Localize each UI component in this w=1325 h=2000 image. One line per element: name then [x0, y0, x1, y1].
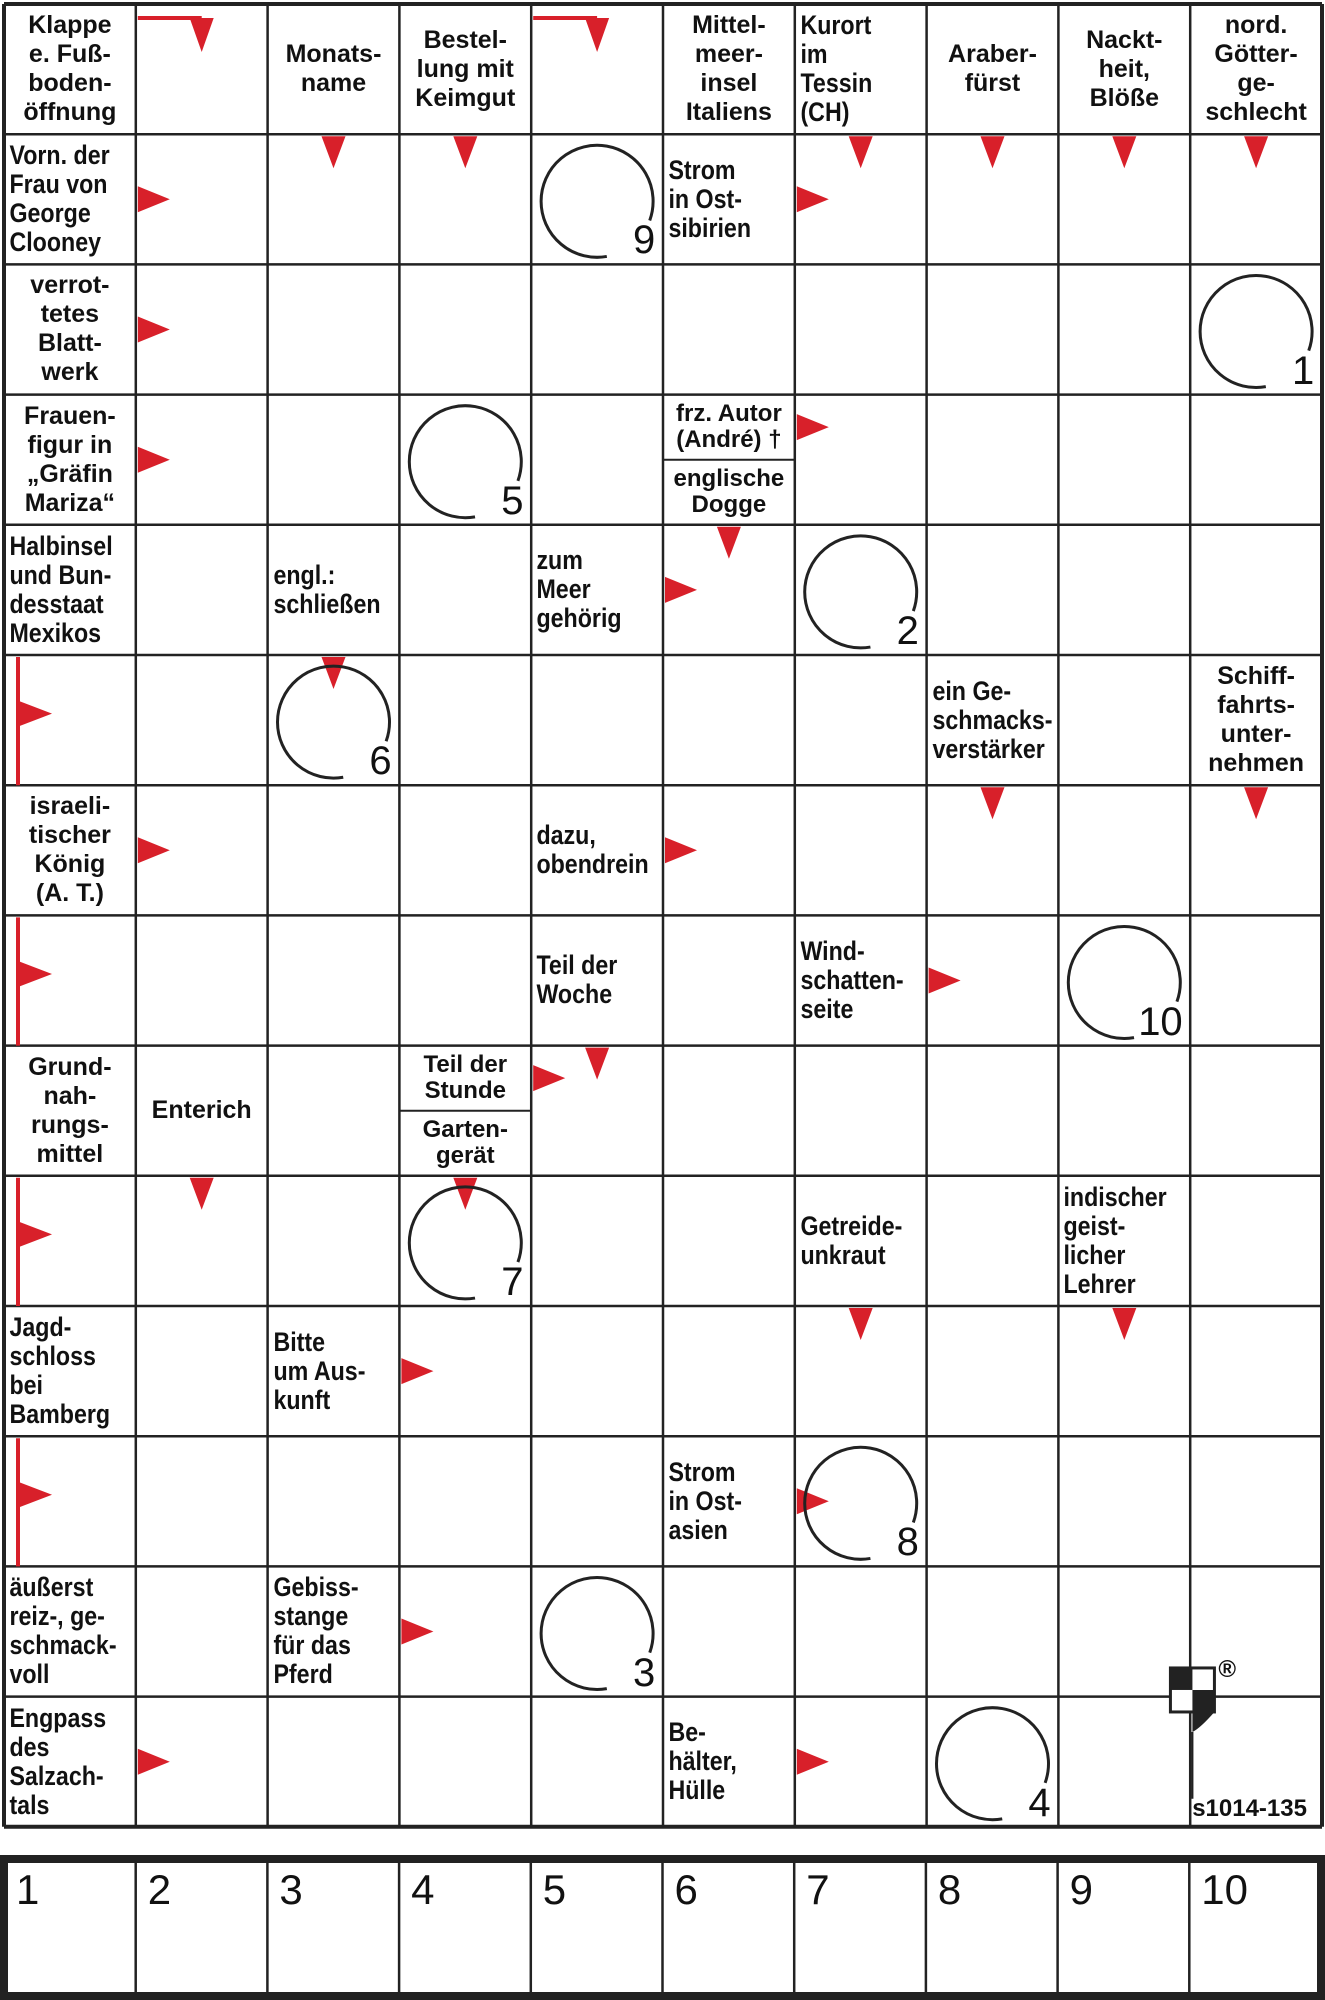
clue-c69	[797, 1176, 925, 1306]
clue-c95	[1192, 655, 1320, 785]
clue-c18	[138, 1046, 266, 1176]
circle-number: 1	[1292, 348, 1315, 393]
circle-number: 9	[633, 218, 656, 263]
solution-cell-number: 6	[674, 1866, 698, 1913]
clue-text: Frauen- figur in „Gräfin Mariza“	[24, 401, 116, 517]
clue-text: Schiff- fahrts- unter- nehmen	[1208, 662, 1305, 778]
clue-text: zum Meer gehörig	[536, 545, 622, 634]
clue-c47	[533, 915, 661, 1045]
clue-text: indischer geist- licher Lehrer	[1063, 1181, 1168, 1299]
clue-text: Wind- schatten- seite	[800, 935, 904, 1024]
clue-text: israeli- tischer König (A. T.)	[28, 792, 111, 908]
clue-text: Monats- name	[285, 40, 382, 98]
clue-c51	[665, 134, 793, 264]
solution-cell-number: 10	[1201, 1866, 1249, 1913]
circle-number: 4	[1028, 1780, 1051, 1825]
solution-cell-number: 2	[147, 1866, 172, 1913]
solution-cell-number: 7	[806, 1866, 830, 1913]
clue-text: Grund- nah- rungs- mittel	[28, 1052, 112, 1168]
clue-c53a	[665, 395, 793, 460]
clue-text: Jagd- schloss bei Bamberg	[9, 1312, 111, 1430]
circle-number: 5	[501, 478, 524, 523]
clue-c00	[6, 4, 134, 134]
clue-text: Teil der Stunde	[423, 1051, 508, 1105]
solution-cell-number: 5	[542, 1866, 567, 1913]
clue-text: Mittel- meer- insel Italiens	[685, 11, 772, 127]
clue-text: engl.: schließen	[273, 559, 381, 619]
clue-c38b	[401, 1111, 529, 1176]
clue-text: Kurort im Tessin (CH)	[800, 10, 873, 128]
circle-number: 10	[1138, 999, 1183, 1044]
solution-cell-number: 9	[1069, 1866, 1093, 1913]
clue-text: Be- hälter, Hülle	[668, 1717, 737, 1806]
clue-c012	[6, 1566, 134, 1696]
clue-c03	[6, 395, 134, 525]
clue-c80	[1060, 4, 1188, 134]
circle-number: 2	[896, 609, 919, 653]
clue-text: Klappe e. Fuß- boden- öffnung	[23, 11, 117, 127]
clue-text: Gebiss- stange für das Pferd	[273, 1572, 359, 1690]
clue-text: Strom in Ost- sibirien	[668, 154, 752, 243]
solution-cell-number: 4	[411, 1866, 435, 1913]
clue-c210	[270, 1306, 398, 1436]
clue-text: Enterich	[151, 1096, 252, 1125]
clue-text: ein Ge- schmacks- verstärker	[932, 675, 1053, 764]
clue-text: Halbinsel und Bun- desstaat Mexikos	[9, 530, 113, 648]
clue-c06	[6, 785, 134, 915]
clue-text: Getreide- unkraut	[800, 1210, 903, 1270]
clue-text: dazu, obendrein	[536, 820, 649, 880]
clue-c67	[797, 915, 925, 1045]
clue-text: Teil der Woche	[536, 950, 618, 1010]
clue-text: Bitte um Aus- kunft	[273, 1326, 366, 1415]
clue-c44	[533, 525, 661, 655]
clue-c08	[6, 1046, 134, 1176]
solution-numbers	[0, 1855, 1325, 2000]
puzzle-code: s1014-135	[1192, 1794, 1307, 1822]
clue-c53b	[665, 460, 793, 525]
solution-cell-number: 3	[279, 1866, 303, 1913]
clue-text: Garten- gerät	[422, 1116, 508, 1170]
clue-c01	[6, 134, 134, 264]
clue-text: verrot- tetes Blatt- werk	[30, 271, 110, 387]
clue-c30	[401, 4, 529, 134]
clue-text: Araber- fürst	[948, 40, 1037, 98]
solution-cell-number: 1	[16, 1866, 40, 1913]
clue-text: englische Dogge	[673, 465, 785, 519]
registered-mark: ®	[1218, 1655, 1237, 1683]
clue-c013	[6, 1697, 134, 1827]
clue-c89	[1060, 1176, 1188, 1306]
solution-cell-number: 8	[937, 1866, 962, 1913]
clue-c90	[1192, 4, 1320, 134]
clue-c46	[533, 785, 661, 915]
clue-c38a	[401, 1046, 529, 1111]
clue-text: äußerst reiz-, ge- schmack- voll	[9, 1572, 117, 1690]
clue-c02	[6, 264, 134, 394]
clue-c24	[270, 525, 398, 655]
circle-number: 7	[501, 1260, 524, 1304]
clue-c513	[665, 1697, 793, 1827]
clue-text: nord. Götter- ge- schlecht	[1205, 11, 1307, 127]
clue-c70	[929, 4, 1057, 134]
clue-c60	[797, 4, 925, 134]
clue-c20	[270, 4, 398, 134]
circle-number: 6	[369, 739, 392, 784]
clue-text: frz. Autor (André) †	[676, 400, 782, 454]
clue-text: Nackt- heit, Blöße	[1086, 25, 1163, 112]
clue-text: Vorn. der Frau von George Clooney	[9, 140, 110, 258]
clue-c010	[6, 1306, 134, 1436]
clue-text: Strom in Ost- asien	[668, 1456, 742, 1545]
circle-number: 3	[633, 1650, 656, 1695]
clue-c04	[6, 525, 134, 655]
circle-number: 8	[896, 1520, 919, 1565]
clue-c212	[270, 1566, 398, 1696]
clue-c75	[929, 655, 1057, 785]
clue-c511	[665, 1436, 793, 1566]
clue-c50	[665, 4, 793, 134]
clue-text: Engpass des Salzach- tals	[9, 1702, 107, 1820]
clue-text: Bestel- lung mit Keimgut	[415, 25, 516, 112]
